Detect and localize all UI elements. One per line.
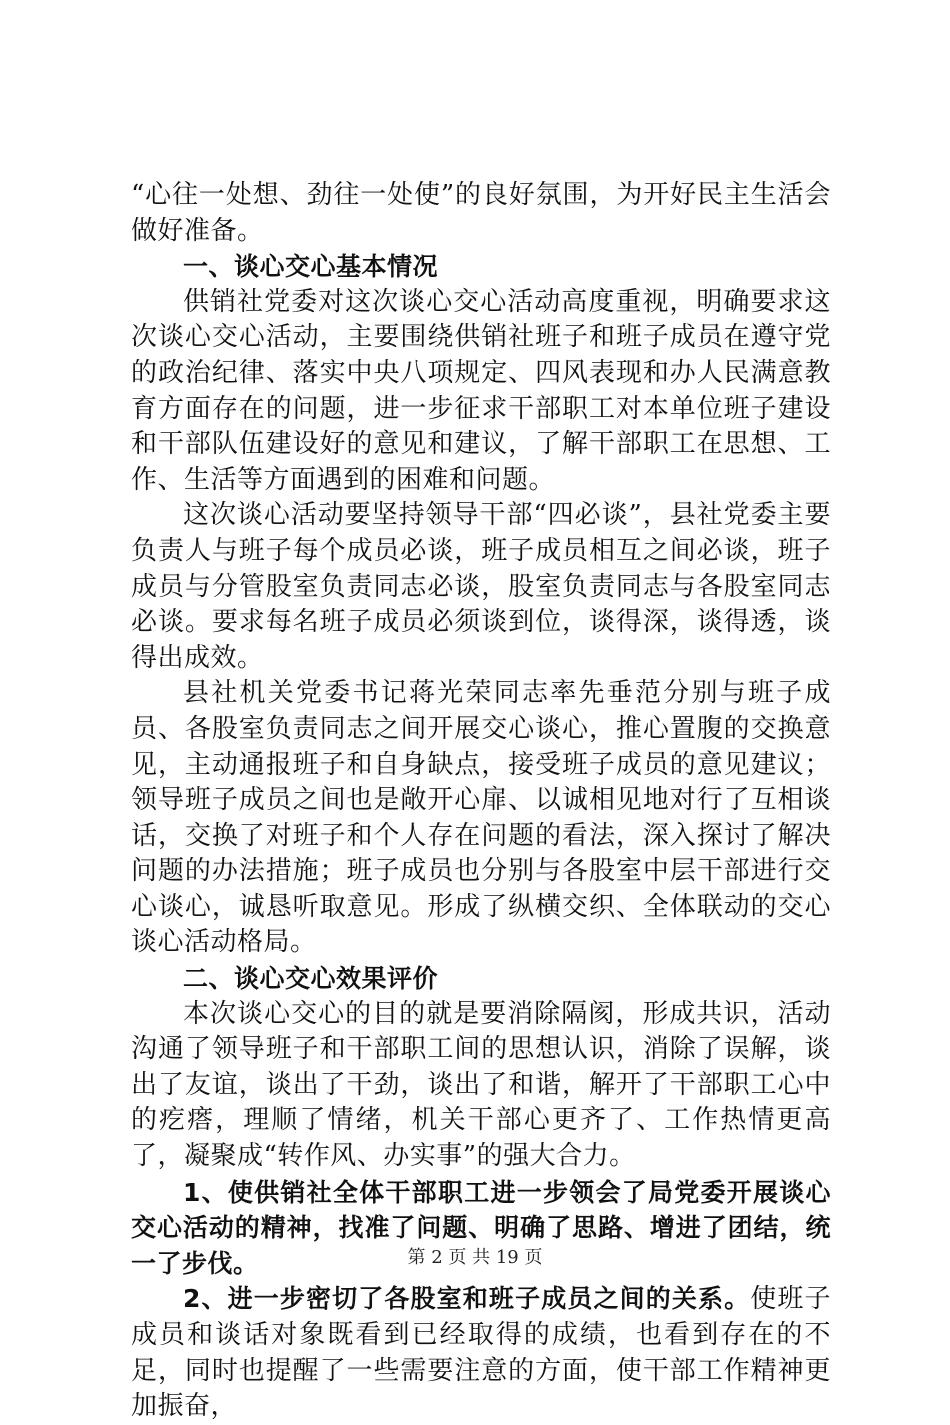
document-body (131, 178, 831, 1425)
paragraph-four-must-talks: 这次谈心活动要坚持领导干部“四必谈”，县社党委主要负责人与班子每个成员必谈，班子成员相互之间必谈，班子成员与分管股室负责同志必谈，股室负责同志与各股室同志必谈。要求每名班子成员必须谈到位，谈得深，谈得透，谈得出成效。 (131, 500, 831, 673)
paragraph-continuation: “心往一处想、劲往一处使”的良好氛围，为开好民主生活会做好准备。 (131, 180, 831, 246)
list-item-2-body: 使班子成员和谈话对象既看到已经取得的成绩，也看到存在的不足，同时也提醒了一些需要注意的方面，使干部工作精神更加振奋， (131, 1284, 831, 1422)
paragraph-basic-situation: 供销社党委对这次谈心交心活动高度重视，明确要求这次谈心交心活动，主要围绕供销社班子和班子成员在遵守党的政治纪律、落实中央八项规定、四风表现和办人民满意教育方面存在的问题，进一步征求干部职工对本单位班子建设和干部队伍建设好的意见和建议，了解干部职工在思想、工作、生活等方面遇到的困难和问题。 (131, 286, 831, 495)
section-heading-2: 二、谈心交心效果评价 (183, 964, 439, 994)
paragraph-effect-evaluation: 本次谈心交心的目的就是要消除隔阂，形成共识，活动沟通了领导班子和干部职工间的思想认识，消除了误解，谈出了友谊，谈出了干劲，谈出了和谐，解开了干部职工心中的疙瘩，理顺了情绪，机关干部心更齐了、工作热情更高了，凝聚成“转作风、办实事”的强大合力。 (131, 998, 831, 1172)
section-heading-1: 一、谈心交心基本情况 (183, 252, 439, 282)
list-item-2-lead: 2、进一步密切了各股室和班子成员之间的关系。 (183, 1284, 751, 1314)
page-number-footer: 第 2 页 共 19 页 (407, 1247, 543, 1268)
list-item-1: 1、使供销社全体干部职工进一步领会了局党委开展谈心交心活动的精神，找准了问题、明确了思路、增进了团结，统一了步伐。 (131, 1177, 831, 1278)
paragraph-secretary-example: 县社机关党委书记蒋光荣同志率先垂范分别与班子成员、各股室负责同志之间开展交心谈心，推心置腹的交换意见，主动通报班子和自身缺点，接受班子成员的意见建议；领导班子成员之间也是敞开心扉、以诚相见地对行了互相谈话，交换了对班子和个人存在问题的看法，深入探讨了解决问题的办法措施；班子成员也分别与各股室中层干部进行交心谈心，诚恳听取意见。形成了纵横交织、全体联动的交心谈心活动格局。 (131, 678, 831, 958)
list-item-2 (131, 1281, 831, 1424)
